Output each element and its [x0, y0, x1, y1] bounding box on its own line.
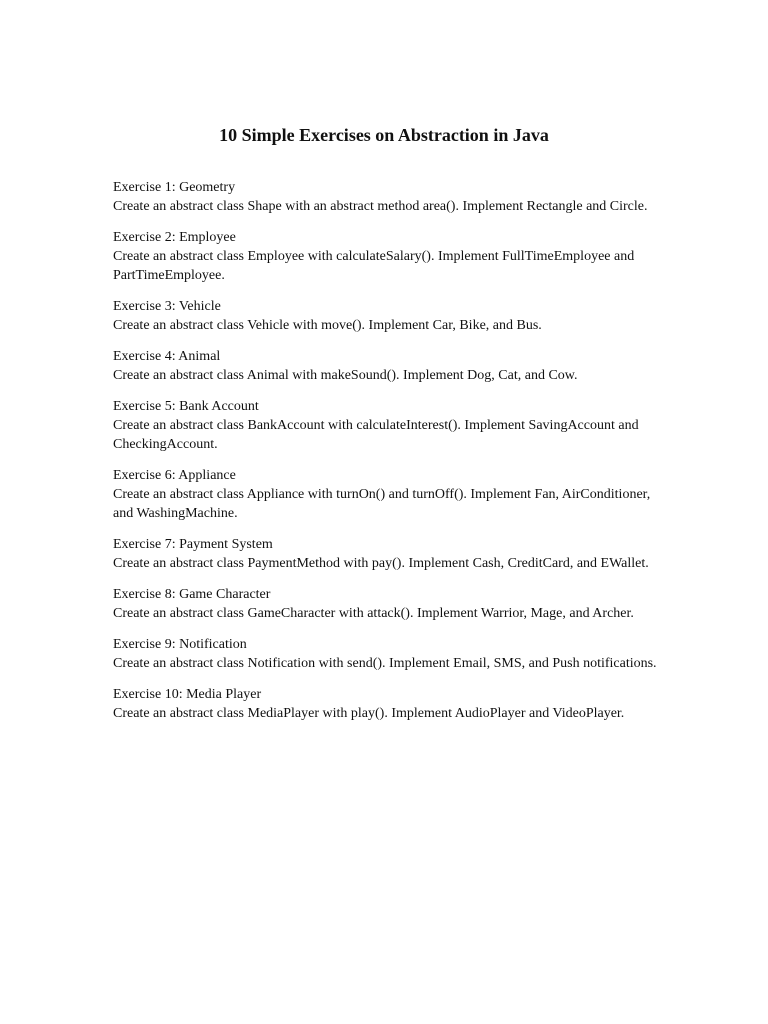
- exercise-item-8: [113, 585, 658, 623]
- exercise-heading: Exercise 5: Bank Account: [113, 399, 259, 414]
- exercise-description: Create an abstract class Appliance with turnOn() and turnOff(). Implement Fan, AirConditioner, and WashingMachine.: [113, 487, 651, 521]
- exercise-item-5: [113, 397, 658, 454]
- exercise-item-6: [113, 466, 658, 523]
- exercise-heading: Exercise 8: Game Character: [113, 587, 271, 602]
- exercise-description: Create an abstract class GameCharacter with attack(). Implement Warrior, Mage, and Archer.: [113, 606, 634, 621]
- exercise-list: [113, 178, 658, 735]
- exercise-heading: Exercise 3: Vehicle: [113, 299, 221, 314]
- exercise-item-1: [113, 178, 658, 216]
- exercise-heading: Exercise 9: Notification: [113, 637, 247, 652]
- exercise-item-7: [113, 535, 658, 573]
- exercise-item-2: [113, 228, 658, 285]
- exercise-description: Create an abstract class Animal with makeSound(). Implement Dog, Cat, and Cow.: [113, 368, 578, 383]
- exercise-item-10: [113, 685, 658, 723]
- exercise-description: Create an abstract class Shape with an abstract method area(). Implement Rectangle and Circle.: [113, 199, 648, 214]
- exercise-description: Create an abstract class Vehicle with move(). Implement Car, Bike, and Bus.: [113, 318, 542, 333]
- document-title: 10 Simple Exercises on Abstraction in Java: [219, 125, 549, 145]
- exercise-item-4: [113, 347, 658, 385]
- exercise-heading: Exercise 7: Payment System: [113, 537, 273, 552]
- exercise-item-9: [113, 635, 658, 673]
- exercise-description: Create an abstract class Notification with send(). Implement Email, SMS, and Push notifications.: [113, 656, 657, 671]
- exercise-description: Create an abstract class MediaPlayer with play(). Implement AudioPlayer and VideoPlayer.: [113, 706, 625, 721]
- exercise-description: Create an abstract class Employee with calculateSalary(). Implement FullTimeEmployee and PartTimeEmployee.: [113, 249, 635, 283]
- exercise-description: Create an abstract class BankAccount with calculateInterest(). Implement SavingAccount and CheckingAccount.: [113, 418, 639, 452]
- exercise-heading: Exercise 10: Media Player: [113, 687, 262, 702]
- exercise-item-3: [113, 297, 658, 335]
- exercise-heading: Exercise 4: Animal: [113, 349, 221, 364]
- exercise-heading: Exercise 1: Geometry: [113, 180, 236, 195]
- exercise-heading: Exercise 2: Employee: [113, 230, 236, 245]
- exercise-description: Create an abstract class PaymentMethod with pay(). Implement Cash, CreditCard, and EWallet.: [113, 556, 649, 571]
- exercise-heading: Exercise 6: Appliance: [113, 468, 236, 483]
